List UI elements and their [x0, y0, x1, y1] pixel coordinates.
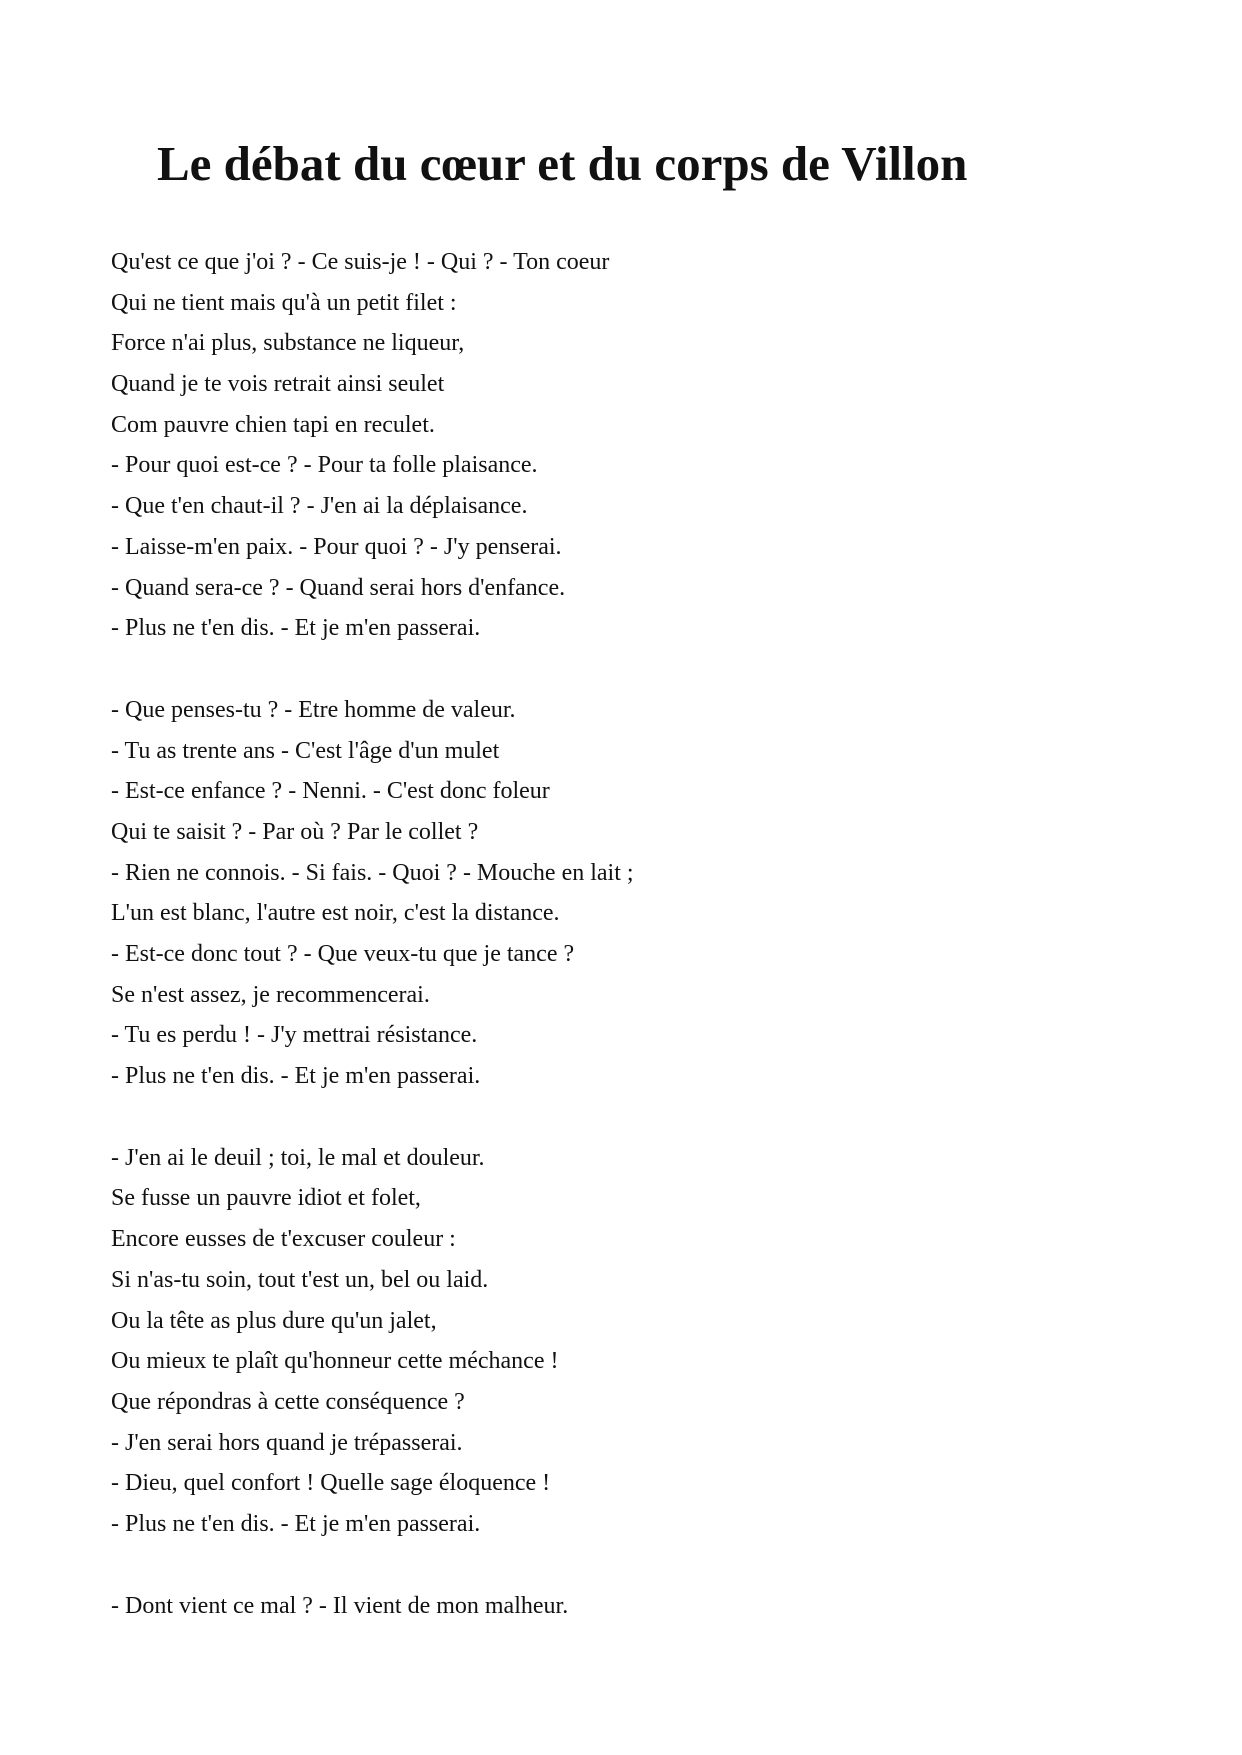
stanza-3 [111, 1138, 1131, 1545]
verse-line: Ou la tête as plus dure qu'un jalet, [111, 1307, 437, 1334]
verse-line: - J'en ai le deuil ; toi, le mal et douleur. [111, 1144, 485, 1171]
verse-line: - Tu as trente ans - C'est l'âge d'un mulet [111, 737, 500, 764]
verse-line: Qu'est ce que j'oi ? - Ce suis-je ! - Qui ? - Ton coeur [111, 249, 610, 275]
verse-line: - Plus ne t'en dis. - Et je m'en passerai. [111, 1510, 481, 1537]
verse-line: - Que penses-tu ? - Etre homme de valeur. [111, 696, 516, 723]
verse-line: Se n'est assez, je recommencerai. [111, 981, 430, 1008]
verse-line: Ou mieux te plaît qu'honneur cette méchance ! [111, 1348, 559, 1375]
verse-line: - Plus ne t'en dis. - Et je m'en passerai. [111, 1063, 481, 1090]
verse-line: - Rien ne connois. - Si fais. - Quoi ? - Mouche en lait ; [111, 859, 634, 886]
verse-line: Se fusse un pauvre idiot et folet, [111, 1185, 421, 1212]
stanza-4 [111, 1586, 1131, 1627]
verse-line: - Quand sera-ce ? - Quand serai hors d'enfance. [111, 574, 566, 601]
verse-line: - Dont vient ce mal ? - Il vient de mon malheur. [111, 1592, 569, 1619]
verse-line: Qui te saisit ? - Par où ? Par le collet ? [111, 818, 479, 845]
verse-line: - Pour quoi est-ce ? - Pour ta folle plaisance. [111, 452, 538, 479]
verse-line: - Que t'en chaut-il ? - J'en ai la déplaisance. [111, 493, 528, 520]
verse-line: - Est-ce enfance ? - Nenni. - C'est donc foleur [111, 778, 550, 805]
verse-line: Qui ne tient mais qu'à un petit filet : [111, 289, 457, 316]
poem-body [111, 242, 1131, 1667]
verse-line: Force n'ai plus, substance ne liqueur, [111, 330, 465, 357]
stanza-1 [111, 242, 1131, 649]
verse-line: - Est-ce donc tout ? - Que veux-tu que je tance ? [111, 941, 575, 967]
verse-line: Encore eusses de t'excuser couleur : [111, 1226, 456, 1253]
verse-line: - Laisse-m'en paix. - Pour quoi ? - J'y penserai. [111, 533, 562, 560]
page-title: Le débat du cœur et du corps de Villon [157, 136, 968, 191]
verse-line: - J'en serai hors quand je trépasserai. [111, 1429, 463, 1456]
verse-line: Com pauvre chien tapi en reculet. [111, 411, 435, 438]
verse-line: - Tu es perdu ! - J'y mettrai résistance. [111, 1022, 478, 1049]
verse-line: - Plus ne t'en dis. - Et je m'en passerai. [111, 615, 481, 642]
stanza-2 [111, 690, 1131, 1097]
verse-line: Si n'as-tu soin, tout t'est un, bel ou laid. [111, 1266, 489, 1293]
verse-line: - Dieu, quel confort ! Quelle sage éloquence ! [111, 1470, 551, 1497]
verse-line: Que répondras à cette conséquence ? [111, 1388, 465, 1415]
verse-line: L'un est blanc, l'autre est noir, c'est la distance. [111, 900, 560, 927]
verse-line: Quand je te vois retrait ainsi seulet [111, 371, 445, 398]
